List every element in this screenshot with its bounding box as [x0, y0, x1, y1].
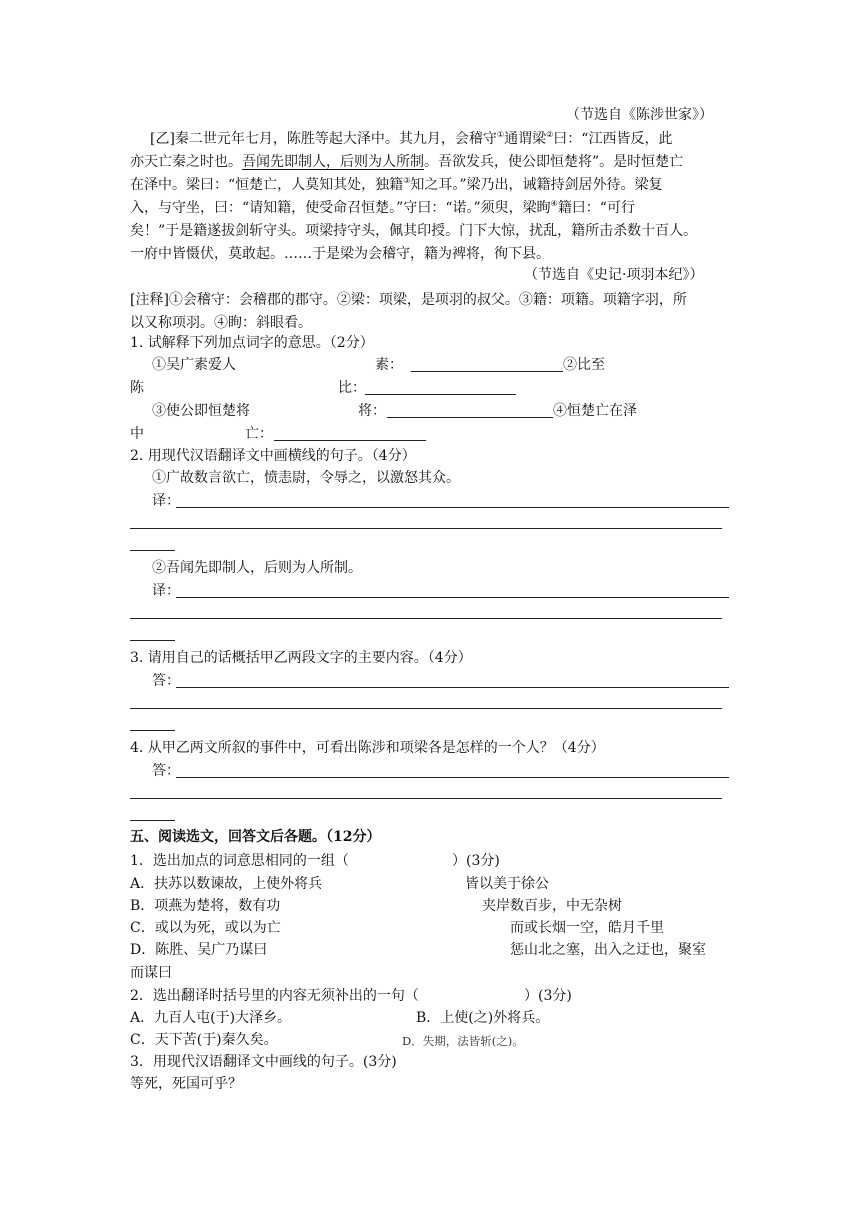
passage-b-line-3: 在泽中。梁曰：“恒楚亡，人莫知其处，独籍③知之耳。”梁乃出，诫籍持剑居外待。梁复: [130, 176, 663, 193]
q1-item-b-wrap: 陈: [130, 380, 144, 396]
passage-b-line-4: 入，与守坐，曰：“请知籍，使受命召恒楚。”守曰：“诺。”须臾，梁眴④籍曰：“可行: [130, 199, 635, 216]
s5-q3-stem: 3．用现代汉语翻译文中画线的句子。(3分): [130, 1054, 397, 1070]
answer-line[interactable]: [176, 597, 729, 598]
s5-q2-option-d: D．失期，法皆斩(之)。: [402, 1034, 524, 1048]
q3-stem: 3. 请用自己的话概括甲乙两段文字的主要内容。（4分）: [130, 650, 472, 666]
s5-q2-option-b: B．上使(之)外将兵。: [416, 1010, 550, 1026]
answer-line[interactable]: [130, 708, 722, 709]
passage-b-line-6: 一府中皆慑伏，莫敢起。……于是梁为会稽守，籍为裨将，徇下县。: [130, 246, 550, 262]
q1-item-b: ②比至: [563, 357, 605, 373]
q3-label: 答：: [152, 673, 180, 689]
answer-line[interactable]: [130, 618, 722, 619]
s5-q1-option-d-left: D．陈胜、吴广乃谋曰: [130, 942, 268, 958]
passage-b-line-5: 矣！”于是籍遂拔剑斩守头。项梁持守头，佩其印授。门下大惊，扰乱，籍所击杀数十百人。: [130, 223, 698, 239]
q1-word-wang: 亡：: [245, 426, 273, 442]
q1-item-a: ①吴广素爱人: [152, 357, 236, 373]
q1-item-c: ③使公即恒楚将: [152, 403, 250, 419]
passage-b-line-1: [乙]秦二世元年七月，陈胜等起大泽中。其九月，会稽守①通谓梁②曰：“江西皆反，此: [150, 130, 673, 147]
s5-q1-option-d-wrap: 而谋曰: [130, 965, 172, 981]
answer-blank-su[interactable]: [411, 371, 563, 372]
q4-label: 答：: [152, 763, 180, 779]
answer-line[interactable]: [176, 507, 729, 508]
answer-line[interactable]: [130, 730, 175, 731]
s5-q1-option-b-left: B．项燕为楚将，数有功: [130, 898, 281, 914]
notes-line-1: [注释]①会稽守：会稽郡的郡守。②梁：项梁，是项羽的叔父。③籍：项籍。项籍字羽，所: [130, 292, 687, 308]
s5-q3-sentence: 等死，死国可乎？: [130, 1076, 242, 1092]
answer-blank-bi[interactable]: [365, 394, 516, 395]
s5-q1-option-c-left: C．或以为死，或以为亡: [130, 920, 281, 936]
q1-item-d-wrap: 中: [130, 426, 144, 442]
answer-line[interactable]: [130, 550, 175, 551]
s5-q1-option-b-right: 夹岸数百步，中无杂树: [482, 898, 622, 914]
s5-q1-option-a-left: A．扶苏以数谏故，上使外将兵: [130, 876, 323, 892]
q1-word-bi: 比：: [338, 380, 366, 396]
underlined-sentence: 吾闻先即制人，后则为人所制: [242, 154, 424, 170]
s5-q2-option-c: C．天下苦(于)秦久矣。: [130, 1032, 278, 1048]
s5-q2-option-a: A．九百人屯(于)大泽乡。: [130, 1010, 292, 1026]
q2-label-1: 译：: [152, 493, 180, 509]
q2-sentence-2: ②吾闻先即制人，后则为人所制。: [152, 560, 362, 576]
q1-stem: 1. 试解释下列加点词字的意思。（2分）: [130, 335, 374, 351]
answer-line[interactable]: [130, 798, 722, 799]
q2-stem: 2. 用现代汉语翻译文中画横线的句子。（4分）: [130, 448, 416, 464]
answer-line[interactable]: [130, 820, 175, 821]
passage-b-line-2: 亦天亡秦之时也。吾闻先即制人，后则为人所制。吾欲发兵，使公即恒楚将”。是时恒楚亡: [130, 154, 684, 170]
q1-word-jiang: 将：: [358, 403, 386, 419]
s5-q1-option-a-right: 皆以美于徐公: [465, 876, 549, 892]
s5-q1-option-d-right: 惩山北之塞，出入之迂也，聚室: [510, 942, 706, 958]
s5-q1-option-c-right: 而或长烟一空，皓月千里: [510, 920, 664, 936]
section-5-title: 五、阅读选文，回答文后各题。（12分）: [130, 829, 381, 845]
q4-stem: 4. 从甲乙两文所叙的事件中，可看出陈涉和项梁各是怎样的一个人？（4分）: [130, 740, 605, 756]
answer-line[interactable]: [130, 640, 175, 641]
answer-line[interactable]: [176, 687, 729, 688]
s5-q1-tail: ）(3分): [452, 853, 500, 869]
q1-item-d: ④恒楚亡在泽: [553, 403, 637, 419]
q2-sentence-1: ①广故数言欲亡，愤恚尉，令辱之，以激怒其众。: [152, 470, 460, 486]
source-chenshe: （节选自《陈涉世家》）: [566, 107, 713, 123]
notes-line-2: 以又称项羽。④眴：斜眼看。: [130, 315, 312, 331]
answer-blank-wang[interactable]: [274, 440, 426, 441]
s5-q1-stem: 1．选出加点的词意思相同的一组（: [130, 853, 349, 869]
q1-word-su: 素：: [375, 357, 403, 373]
s5-q2-stem: 2．选出翻译时括号里的内容无须补出的一句（: [130, 988, 419, 1004]
q2-label-2: 译：: [152, 583, 180, 599]
s5-q2-tail: ）(3分): [524, 988, 572, 1004]
answer-line[interactable]: [130, 528, 722, 529]
answer-blank-jiang[interactable]: [387, 417, 553, 418]
answer-line[interactable]: [176, 777, 729, 778]
source-xiangyu: （节选自《史记·项羽本纪》）: [524, 267, 704, 283]
